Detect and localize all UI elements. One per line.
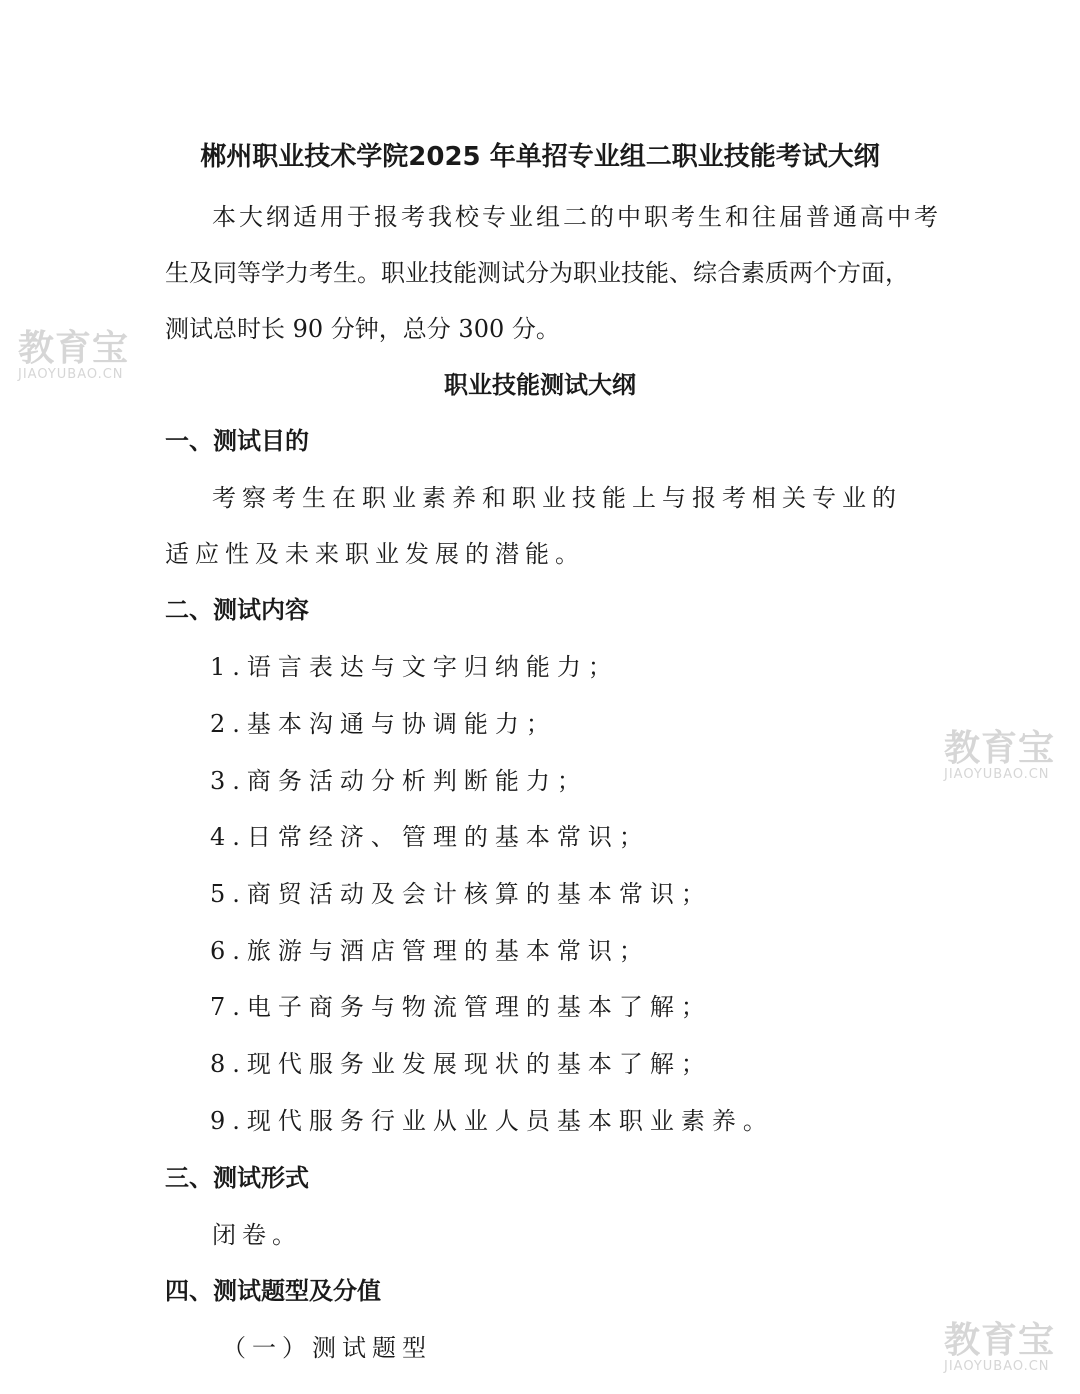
section-4-sub: （一）测试题型 [222, 1334, 432, 1362]
intro-line-3: 测试总时长 90 分钟，总分 300 分。 [165, 315, 560, 343]
watermark-logo [18, 330, 129, 382]
content-item-2: 2.基本沟通与协调能力； [210, 710, 557, 738]
section-1-line-1: 考察考生在职业素养和职业技能上与报考相关专业的 [212, 484, 902, 512]
section-3-text: 闭卷。 [212, 1221, 302, 1249]
content-item-4: 4.日常经济、管理的基本常识； [210, 823, 650, 851]
document-title: 郴州职业技术学院2025 年单招专业组二职业技能考试大纲 [200, 142, 880, 172]
section-3-heading: 三、测试形式 [165, 1164, 309, 1192]
section-1-line-2: 适应性及未来职业发展的潜能。 [165, 540, 585, 568]
intro-line-2: 生及同等学力考生。职业技能测试分为职业技能、综合素质两个方面， [165, 259, 909, 287]
watermark-domain: JIAOYUBAO.CN [18, 367, 124, 382]
watermark-logo [944, 730, 1055, 782]
watermark-domain: JIAOYUBAO.CN [944, 767, 1050, 782]
content-item-8: 8.现代服务业发展现状的基本了解； [210, 1050, 712, 1078]
content-item-3: 3.商务活动分析判断能力； [210, 767, 588, 795]
content-item-1: 1.语言表达与文字归纳能力； [210, 653, 619, 681]
section-2-heading: 二、测试内容 [165, 596, 309, 624]
watermark-logo [944, 1322, 1055, 1374]
watermark-domain: JIAOYUBAO.CN [944, 1359, 1050, 1374]
content-item-7: 7.电子商务与物流管理的基本了解； [210, 993, 712, 1021]
watermark-brand: 教育宝 [18, 328, 130, 369]
content-item-6: 6.旅游与酒店管理的基本常识； [210, 937, 650, 965]
section-subtitle: 职业技能测试大纲 [444, 371, 636, 399]
intro-line-1: 本大纲适用于报考我校专业组二的中职考生和往届普通高中考 [212, 203, 941, 231]
content-item-9: 9.现代服务行业从业人员基本职业素养。 [210, 1107, 774, 1135]
watermark-brand: 教育宝 [944, 1320, 1056, 1361]
section-4-heading: 四、测试题型及分值 [165, 1277, 381, 1305]
watermark-brand: 教育宝 [944, 728, 1056, 769]
content-item-5: 5.商贸活动及会计核算的基本常识； [210, 880, 712, 908]
section-1-heading: 一、测试目的 [165, 427, 309, 455]
